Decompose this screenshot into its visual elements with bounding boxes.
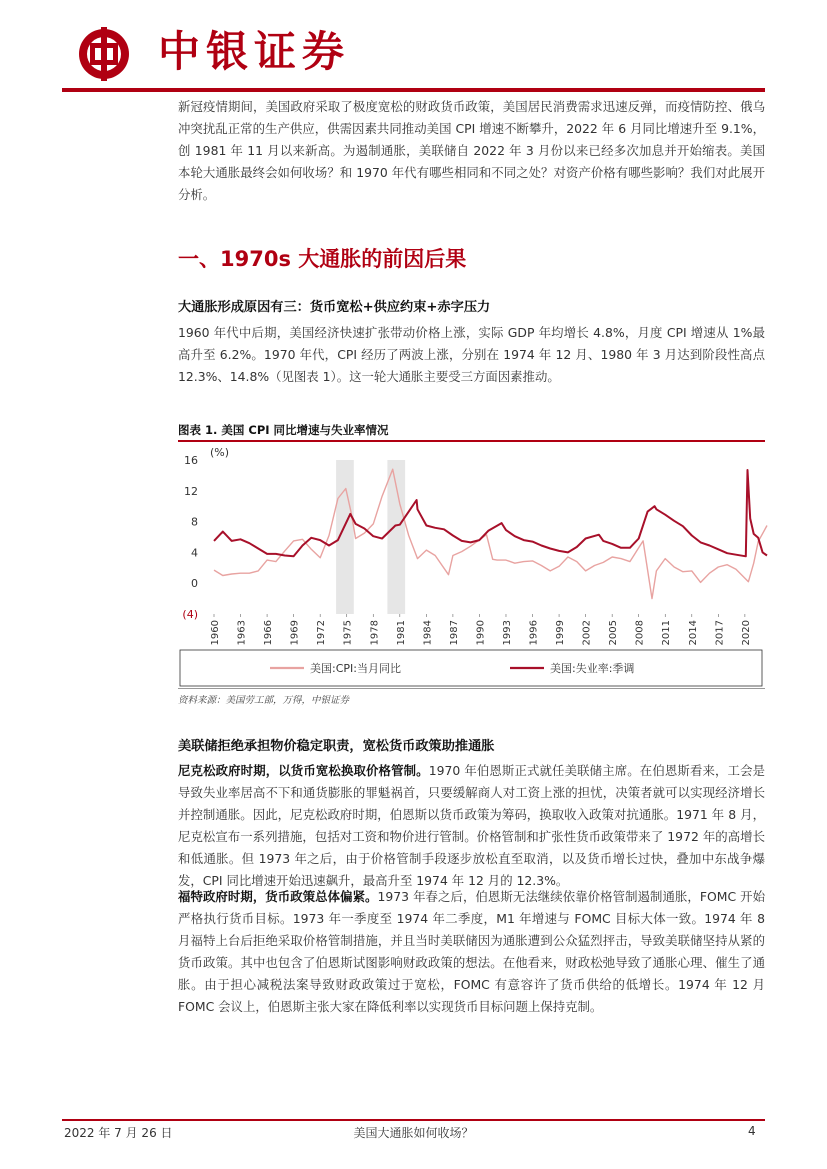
footer-date: 2022 年 7 月 26 日 [64,1126,173,1140]
y-tick-label: 8 [191,515,198,529]
x-tick-label: 1990 [475,620,487,646]
paragraph-body-ford: 1973 年春之后，伯恩斯无法继续依靠价格管制遏制通胀，FOMC 开始严格执行货币目标。1973 年一季度至 1974 年二季度，M1 年增速与 FOMC 目标大体一致。1974 年 8 月福特上台后拒绝采取价格管制措施，并且当时美联储因为通胀遭到公众猛烈抨击，导致美联储坚持从紧的货币政策。其中也包含了伯恩斯试图影响财政政策的想法。在他看来，财政松弛导致了通胀心理、催生了通胀。由于担心减税法案导致财政政策过于宽松，FOMC 有意容许了货币供给的低增长。1974 年 12 月 FOMC 会议上，伯恩斯主张大家在降低利率以实现货币目标问题上保持克制。 [178,889,765,1014]
paragraph-lead-nixon: 尼克松政府时期，以货币宽松换取价格管制。 [178,763,429,778]
figure-title-rule [178,440,765,442]
paragraph-lead-ford: 福特政府时期，货币政策总体偏紧。 [178,889,378,904]
y-tick-label: 0 [191,577,198,591]
x-tick-label: 2008 [634,620,646,646]
x-tick-label: 2005 [608,620,620,646]
y-axis-unit-label: (%) [210,446,230,459]
x-tick-label: 1993 [501,620,513,646]
x-tick-label: 1972 [316,620,328,646]
figure-title: 图表 1. 美国 CPI 同比增速与失业率情况 [178,423,389,437]
cpi-unemployment-chart [172,444,772,694]
x-tick-label: 2014 [687,620,699,646]
paragraph-nixon-era [178,760,765,892]
footer-divider [62,1119,765,1121]
x-tick-label: 2020 [740,620,752,646]
legend-label: 美国:失业率:季调 [550,662,635,675]
series-line-unemployment [214,470,767,556]
subheading-fed-policy: 美联储拒绝承担物价稳定职责，宽松货币政策助推通胀 [178,739,495,754]
footer-title: 美国大通胀如何收场？ [353,1126,474,1140]
y-tick-label: 4 [191,546,198,560]
x-tick-label: 1960 [210,620,221,646]
page-number: 4 [748,1124,756,1138]
x-tick-label: 1966 [263,620,275,646]
y-tick-label: (4) [182,608,198,621]
legend-box [180,650,762,686]
x-tick-label: 1987 [448,620,460,646]
shaded-period [387,460,405,614]
legend-label: 美国:CPI:当月同比 [310,662,401,675]
x-tick-label: 1978 [369,620,381,646]
x-tick-label: 2002 [581,620,593,646]
series-line-cpi [214,469,767,598]
intro-paragraph: 新冠疫情期间，美国政府采取了极度宽松的财政货币政策，美国居民消费需求迅速反弹，而疫情防控、俄乌冲突扰乱正常的生产供应，供需因素共同推动美国 CPI 增速不断攀升，2022 年 6 月同比增速升至 9.1%，创 1981 年 11 月以来新高。为遏制通胀，美联储自 2022 年 3 月份以来已经多次加息并开始缩表。美国本轮大通胀最终会如何收场？和 1970 年代有哪些相同和不同之处？对资产价格有哪些影响？我们对此展开分析。 [178,99,765,202]
x-tick-label: 1984 [422,620,434,646]
y-tick-label: 12 [184,484,198,498]
paragraph-body-nixon: 1970 年伯恩斯正式就任美联储主席。在伯恩斯看来，工会是导致失业率居高不下和通货膨胀的罪魁祸首，只要缓解商人对工资上涨的担忧，决策者就可以实现经济增长并控制通胀。因此，尼克松政府时期，伯恩斯以货币政策为筹码，换取收入政策对抗通胀。1971 年 8 月，尼克松宣布一系列措施，包括对工资和物价进行管制。价格管制和扩张性货币政策带来了 1972 年的高增长和低通胀。但 1973 年之后，由于价格管制手段逐步放松直至取消，以及货币增长过快，叠加中东战争爆发，CPI 同比增速开始迅速飙升，最高升至 1974 年 12 月的 12.3%。 [178,763,766,888]
x-tick-label: 1996 [528,620,540,646]
x-tick-label: 1969 [289,620,301,646]
x-tick-label: 2011 [661,620,673,646]
x-tick-label: 2017 [714,620,726,646]
bank-of-china-logo [64,26,144,82]
x-tick-label: 1963 [236,620,248,646]
x-tick-label: 1981 [395,620,407,646]
header-divider [62,88,765,92]
subheading-causes: 大通胀形成原因有三：货币宽松+供应约束+赤字压力 [178,300,491,315]
paragraph-ford-era [178,886,765,1018]
section-title: 一、1970s 大通胀的前因后果 [178,247,467,271]
brand-name: 中银证券 [158,27,351,76]
y-tick-label: 16 [184,454,198,467]
paragraph-background: 1960 年代中后期，美国经济快速扩张带动价格上涨，实际 GDP 年均增长 4.8%，月度 CPI 增速从 1%最高升至 6.2%。1970 年代，CPI 经历了两波上涨，分别在 1974 年 12 月、1980 年 3 月达到阶段性高点 12.3%、14.8%（见图表 1）。这一轮大通胀主要受三方面因素推动。 [178,325,765,384]
figure-bottom-rule [178,688,765,689]
figure-source: 资料来源：美国劳工部，万得，中银证券 [178,695,350,706]
x-tick-label: 1999 [555,620,567,646]
x-tick-label: 1975 [342,620,354,646]
